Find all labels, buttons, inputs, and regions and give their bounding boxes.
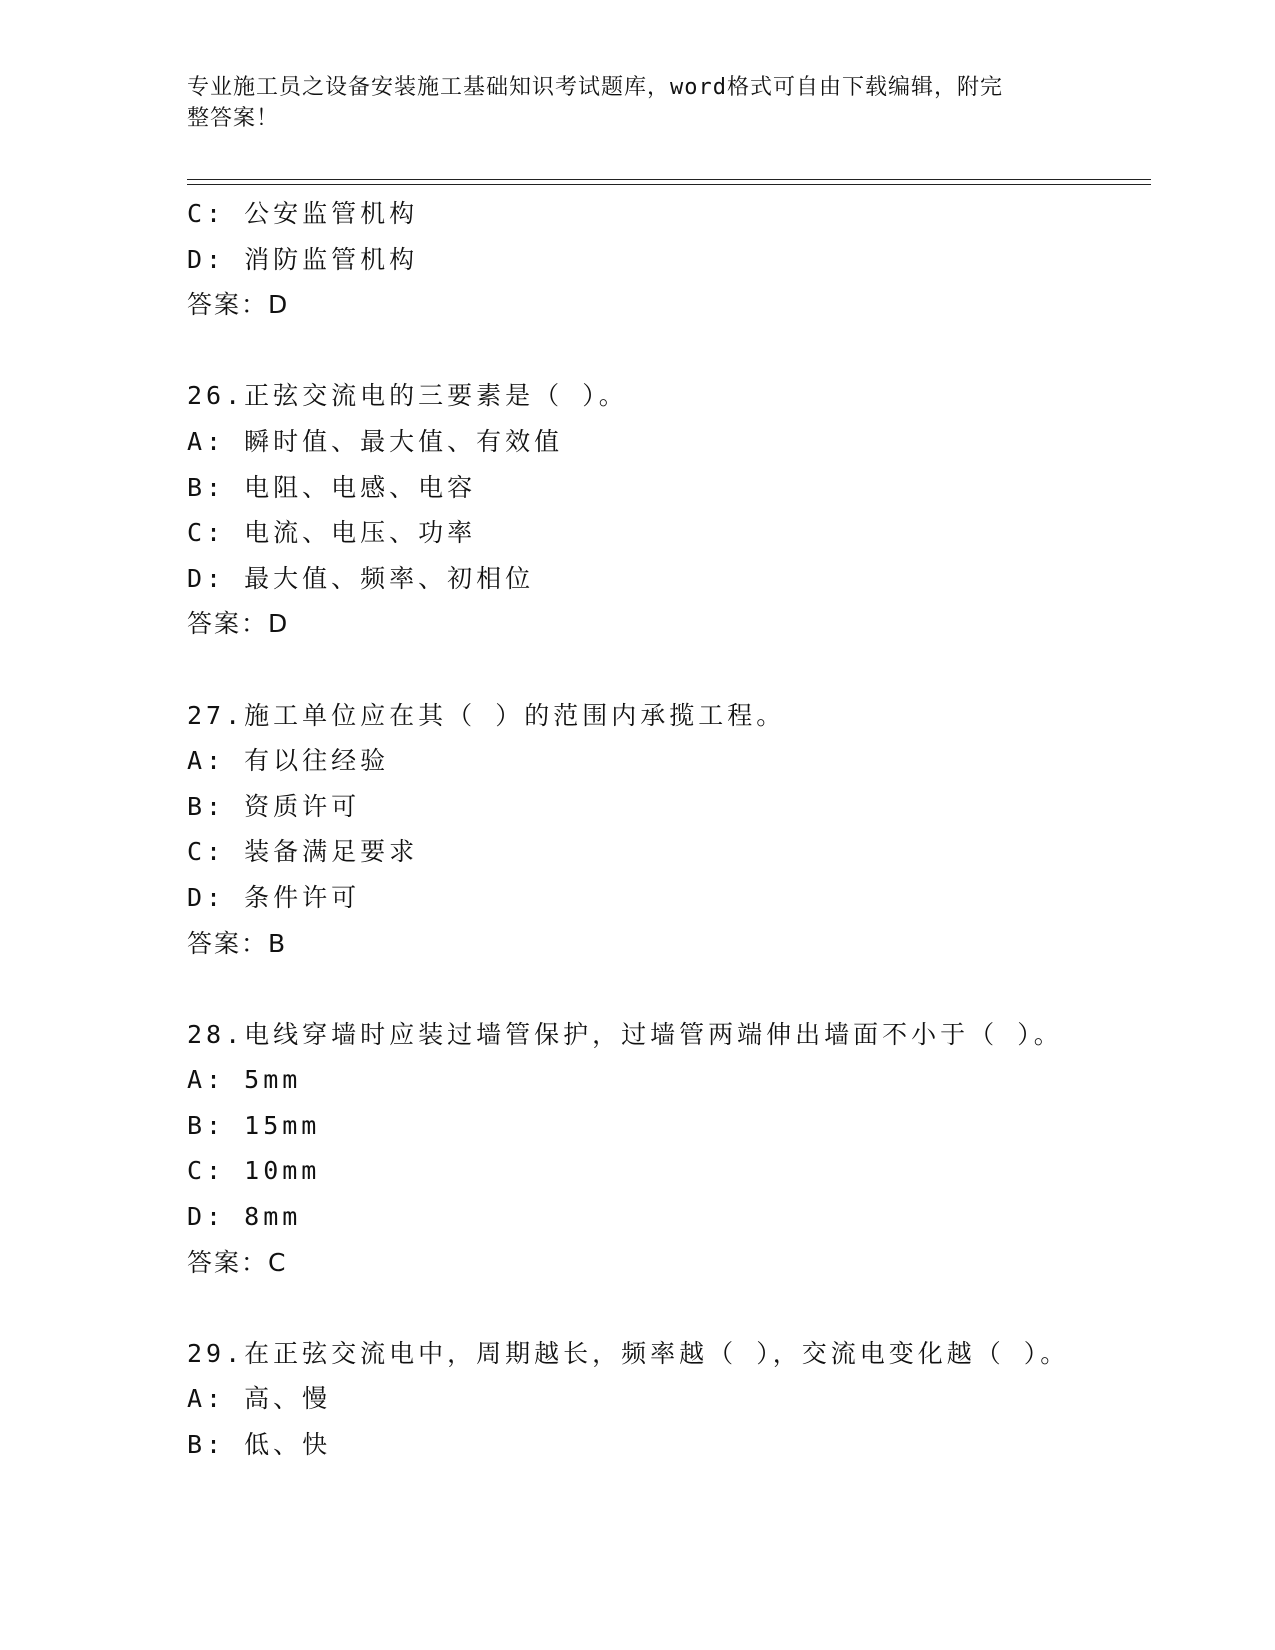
option-c: C: 装备满足要求 — [187, 837, 419, 867]
option-d: D: 消防监管机构 — [187, 244, 419, 274]
question-text: 29.在正弦交流电中，周期越长，频率越（ ），交流电变化越（ ）。 — [187, 1338, 1070, 1368]
option-d: D: 8mm — [187, 1202, 302, 1232]
header-line-2: 整答案！ — [187, 106, 280, 131]
question-block — [187, 191, 1151, 328]
option-a: A: 瞬时值、最大值、有效值 — [187, 426, 564, 456]
question-text: 28.电线穿墙时应装过墙管保护，过墙管两端伸出墙面不小于（ ）。 — [187, 1019, 1063, 1049]
question-block — [187, 373, 1151, 647]
question-block — [187, 1012, 1151, 1286]
spacer — [187, 966, 1151, 1012]
question-list — [187, 191, 1151, 1468]
answer-line: 答案：B — [187, 928, 288, 958]
spacer — [187, 1285, 1151, 1331]
option-c: C: 公安监管机构 — [187, 199, 419, 228]
option-b: B: 资质许可 — [187, 791, 361, 821]
question-text: 27.施工单位应在其（ ）的范围内承揽工程。 — [187, 700, 786, 730]
spacer — [187, 328, 1151, 374]
answer-line: 答案：D — [187, 609, 290, 639]
option-a: A: 高、慢 — [187, 1384, 332, 1414]
spacer — [187, 647, 1151, 693]
option-b: B: 电阻、电感、电容 — [187, 472, 477, 502]
answer-line: 答案：C — [187, 1247, 288, 1277]
option-d: D: 条件许可 — [187, 882, 361, 912]
option-b: B: 低、快 — [187, 1430, 332, 1460]
option-b: B: 15mm — [187, 1110, 321, 1140]
option-c: C: 10mm — [187, 1156, 321, 1186]
option-a: A: 有以往经验 — [187, 746, 390, 776]
question-block — [187, 1331, 1151, 1468]
header-divider-bottom — [187, 184, 1151, 185]
answer-line: 答案：D — [187, 290, 290, 320]
question-text: 26.正弦交流电的三要素是（ ）。 — [187, 381, 628, 411]
question-block — [187, 693, 1151, 967]
option-c: C: 电流、电压、功率 — [187, 518, 477, 548]
option-a: A: 5mm — [187, 1065, 302, 1095]
header-line-1: 专业施工员之设备安装施工基础知识考试题库，word格式可自由下载编辑，附完 — [187, 75, 1003, 100]
option-d: D: 最大值、频率、初相位 — [187, 563, 535, 593]
header-divider-top — [187, 179, 1151, 180]
document-header — [187, 72, 1067, 134]
